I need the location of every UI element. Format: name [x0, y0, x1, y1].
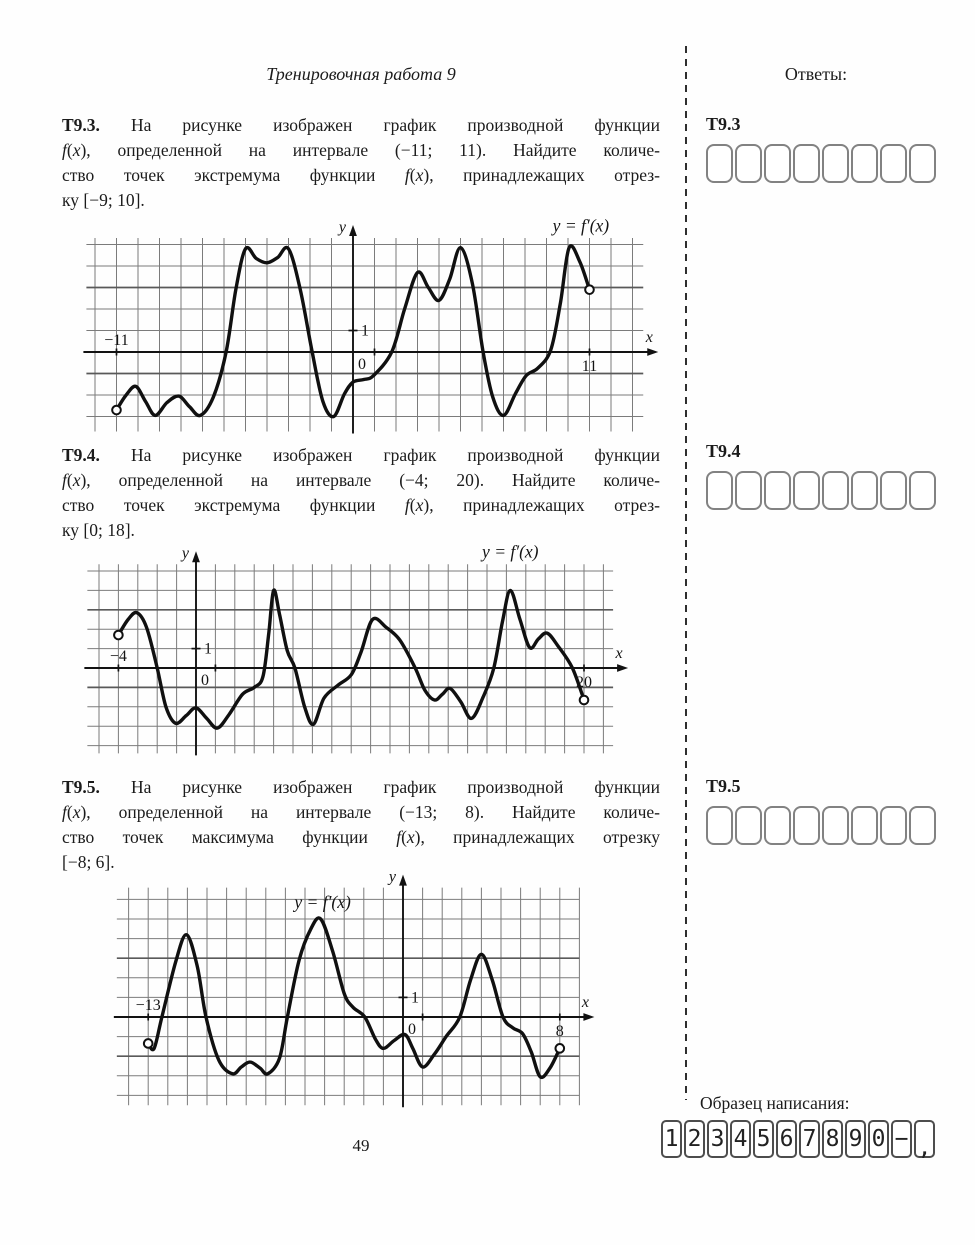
answer-cell[interactable]	[909, 144, 936, 183]
open-endpoint	[144, 1039, 153, 1048]
problem-text-line	[62, 138, 660, 163]
answer-cell[interactable]	[822, 471, 849, 510]
x-axis-arrow	[617, 664, 628, 672]
open-endpoint	[112, 406, 121, 415]
text-segment: ку [−9; 10].	[62, 190, 145, 210]
graph-title: y = f′(x)	[294, 892, 351, 913]
sample-glyph-cell	[753, 1120, 774, 1158]
y-axis-arrow	[192, 551, 200, 562]
sample-glyph: 8	[825, 1126, 840, 1152]
sample-glyph: 6	[779, 1126, 794, 1152]
text-segment: f	[62, 140, 67, 160]
derivative-graph-t9-5	[95, 860, 640, 1115]
y-axis-letter: y	[181, 545, 189, 563]
answer-cell[interactable]	[735, 144, 762, 183]
x-axis-letter: x	[581, 994, 589, 1011]
sample-glyph: 1	[664, 1126, 679, 1152]
problem-number: Т9.5.	[62, 777, 100, 797]
text-segment: x	[72, 802, 81, 822]
x-tick-label: −13	[135, 997, 161, 1014]
problem-text-line	[62, 468, 660, 493]
text-segment: (	[66, 140, 73, 160]
open-endpoint	[580, 696, 589, 705]
sample-glyph: 0	[871, 1126, 886, 1152]
text-segment: x	[415, 495, 424, 515]
sample-glyph-cell	[845, 1120, 866, 1158]
answer-cell[interactable]	[764, 144, 791, 183]
sample-glyph: 4	[733, 1126, 748, 1152]
sample-glyph-cell	[914, 1120, 935, 1161]
answer-cell[interactable]	[706, 806, 733, 845]
sample-glyph-cell	[891, 1120, 912, 1158]
answer-boxes-row	[706, 471, 946, 510]
problem-text-line	[62, 163, 660, 188]
answer-cell[interactable]	[880, 471, 907, 510]
answer-cell[interactable]	[793, 144, 820, 183]
problem-number: Т9.4.	[62, 445, 100, 465]
problem-text-line	[62, 188, 660, 213]
x-tick-label: −4	[109, 648, 127, 665]
sample-glyph-cell	[707, 1120, 728, 1158]
open-endpoint	[114, 631, 123, 640]
text-segment: x	[72, 140, 81, 160]
x-tick-label: 8	[555, 1023, 564, 1040]
answer-cell[interactable]	[880, 144, 907, 183]
y-tick-label: 1	[411, 989, 419, 1007]
sample-glyph: 7	[802, 1126, 817, 1152]
answer-cell[interactable]	[793, 471, 820, 510]
text-segment: (	[66, 802, 73, 822]
text-segment: ), определенной на интервале (−13; 8). Найдите количе-	[80, 802, 660, 822]
text-segment: (	[409, 165, 416, 185]
answer-cell[interactable]	[764, 471, 791, 510]
x-tick-label: −11	[104, 332, 129, 349]
origin-label: 0	[358, 356, 366, 373]
answer-cell[interactable]	[851, 471, 878, 510]
text-segment: На рисунке изображен график производной функции	[99, 115, 660, 135]
derivative-graph-t9-3	[80, 216, 665, 448]
text-segment: x	[415, 165, 424, 185]
x-tick-label: 11	[581, 358, 598, 375]
text-segment: f	[62, 802, 67, 822]
sample-glyph: −	[894, 1126, 909, 1152]
text-segment: ство точек максимума функции	[62, 827, 397, 847]
text-segment: ство точек экстремума функции	[62, 495, 405, 515]
problem-t9-3	[62, 113, 660, 213]
answer-group-t9-3	[706, 114, 946, 183]
text-segment: ку [0; 18].	[62, 520, 135, 540]
page-header-title: Тренировочная работа 9	[266, 64, 456, 84]
sample-glyph: 2	[687, 1126, 702, 1152]
answer-label-t9-4: Т9.4	[706, 441, 741, 461]
problem-text-line	[62, 113, 660, 138]
text-segment: f	[396, 827, 402, 847]
text-segment: (	[409, 495, 416, 515]
answer-cell[interactable]	[909, 806, 936, 845]
graph-title: y = f′(x)	[552, 215, 610, 236]
sample-glyph: ,	[917, 1135, 932, 1161]
answer-cell[interactable]	[851, 144, 878, 183]
answer-cell[interactable]	[735, 471, 762, 510]
x-axis-arrow	[647, 348, 658, 356]
text-segment: ), определенной на интервале (−4; 20). Найдите количе-	[80, 470, 660, 490]
answer-boxes-row	[706, 806, 946, 845]
problem-text-line	[62, 443, 660, 468]
text-segment: На рисунке изображен график производной функции	[99, 777, 660, 797]
answer-cell[interactable]	[822, 144, 849, 183]
x-axis-letter: x	[615, 645, 623, 662]
text-segment: (	[401, 827, 407, 847]
text-segment: x	[406, 827, 415, 847]
y-axis-letter: y	[388, 868, 396, 886]
problem-text-line	[62, 800, 660, 825]
answer-group-t9-4	[706, 441, 946, 510]
answer-boxes-row	[706, 144, 946, 183]
y-tick-label: 1	[361, 322, 369, 340]
answer-cell[interactable]	[909, 471, 936, 510]
sample-glyph-cell	[776, 1120, 797, 1158]
answers-column-title: Ответы:	[784, 64, 848, 84]
x-axis-letter: x	[645, 329, 653, 346]
answer-cell[interactable]	[822, 806, 849, 845]
origin-label: 0	[408, 1021, 416, 1038]
answer-cell[interactable]	[793, 806, 820, 845]
text-segment: f	[62, 470, 67, 490]
text-segment: ство точек экстремума функции	[62, 165, 405, 185]
y-axis-letter: y	[338, 219, 346, 237]
x-tick-label: 20	[576, 674, 592, 691]
text-segment: ), определенной на интервале (−11; 11). Найдите количе-	[80, 140, 660, 160]
y-axis-arrow	[399, 875, 407, 886]
sample-glyph: 5	[756, 1126, 771, 1152]
text-segment: x	[72, 470, 81, 490]
answer-cell[interactable]	[880, 806, 907, 845]
problem-number: Т9.3.	[62, 115, 100, 135]
text-segment: (	[66, 470, 73, 490]
text-segment: f	[404, 165, 410, 185]
answer-label-t9-3: Т9.3	[706, 114, 741, 134]
derivative-graph-t9-4	[80, 540, 665, 775]
text-segment: ), принадлежащих отрез-	[423, 495, 660, 515]
problem-text-line	[62, 775, 660, 800]
open-endpoint	[556, 1044, 565, 1053]
answer-cell[interactable]	[706, 144, 733, 183]
sample-glyph: 3	[710, 1126, 725, 1152]
open-endpoint	[585, 285, 594, 294]
problem-text-line	[62, 825, 660, 850]
text-segment: ), принадлежащих отрез-	[423, 165, 660, 185]
y-axis-arrow	[349, 225, 357, 236]
x-axis-arrow	[583, 1013, 594, 1021]
answer-cell[interactable]	[764, 806, 791, 845]
sample-glyph-cell	[730, 1120, 751, 1158]
answer-label-t9-5: Т9.5	[706, 776, 741, 796]
text-segment: ), принадлежащих отрезку	[414, 827, 660, 847]
sample-glyph-cell	[799, 1120, 820, 1158]
text-segment: [−8; 6].	[62, 852, 115, 872]
page-number: 49	[352, 1136, 370, 1155]
origin-label: 0	[201, 672, 209, 689]
sample-glyph: 9	[848, 1126, 863, 1152]
sample-glyph-cell	[661, 1120, 682, 1158]
text-segment: На рисунке изображен график производной функции	[99, 445, 660, 465]
graph-title: y = f′(x)	[482, 541, 539, 562]
column-divider	[685, 46, 687, 1100]
problem-t9-4	[62, 443, 660, 543]
sample-glyph-cell	[822, 1120, 843, 1158]
sample-glyph-cell	[868, 1120, 889, 1158]
answer-group-t9-5	[706, 776, 946, 845]
problem-text-line	[62, 493, 660, 518]
writing-sample-row	[661, 1120, 935, 1161]
text-segment: f	[404, 495, 410, 515]
answer-cell[interactable]	[706, 471, 733, 510]
sample-glyph-cell	[684, 1120, 705, 1158]
writing-sample-label: Образец написания:	[700, 1093, 850, 1113]
answer-cell[interactable]	[851, 806, 878, 845]
y-tick-label: 1	[204, 640, 212, 658]
answer-cell[interactable]	[735, 806, 762, 845]
